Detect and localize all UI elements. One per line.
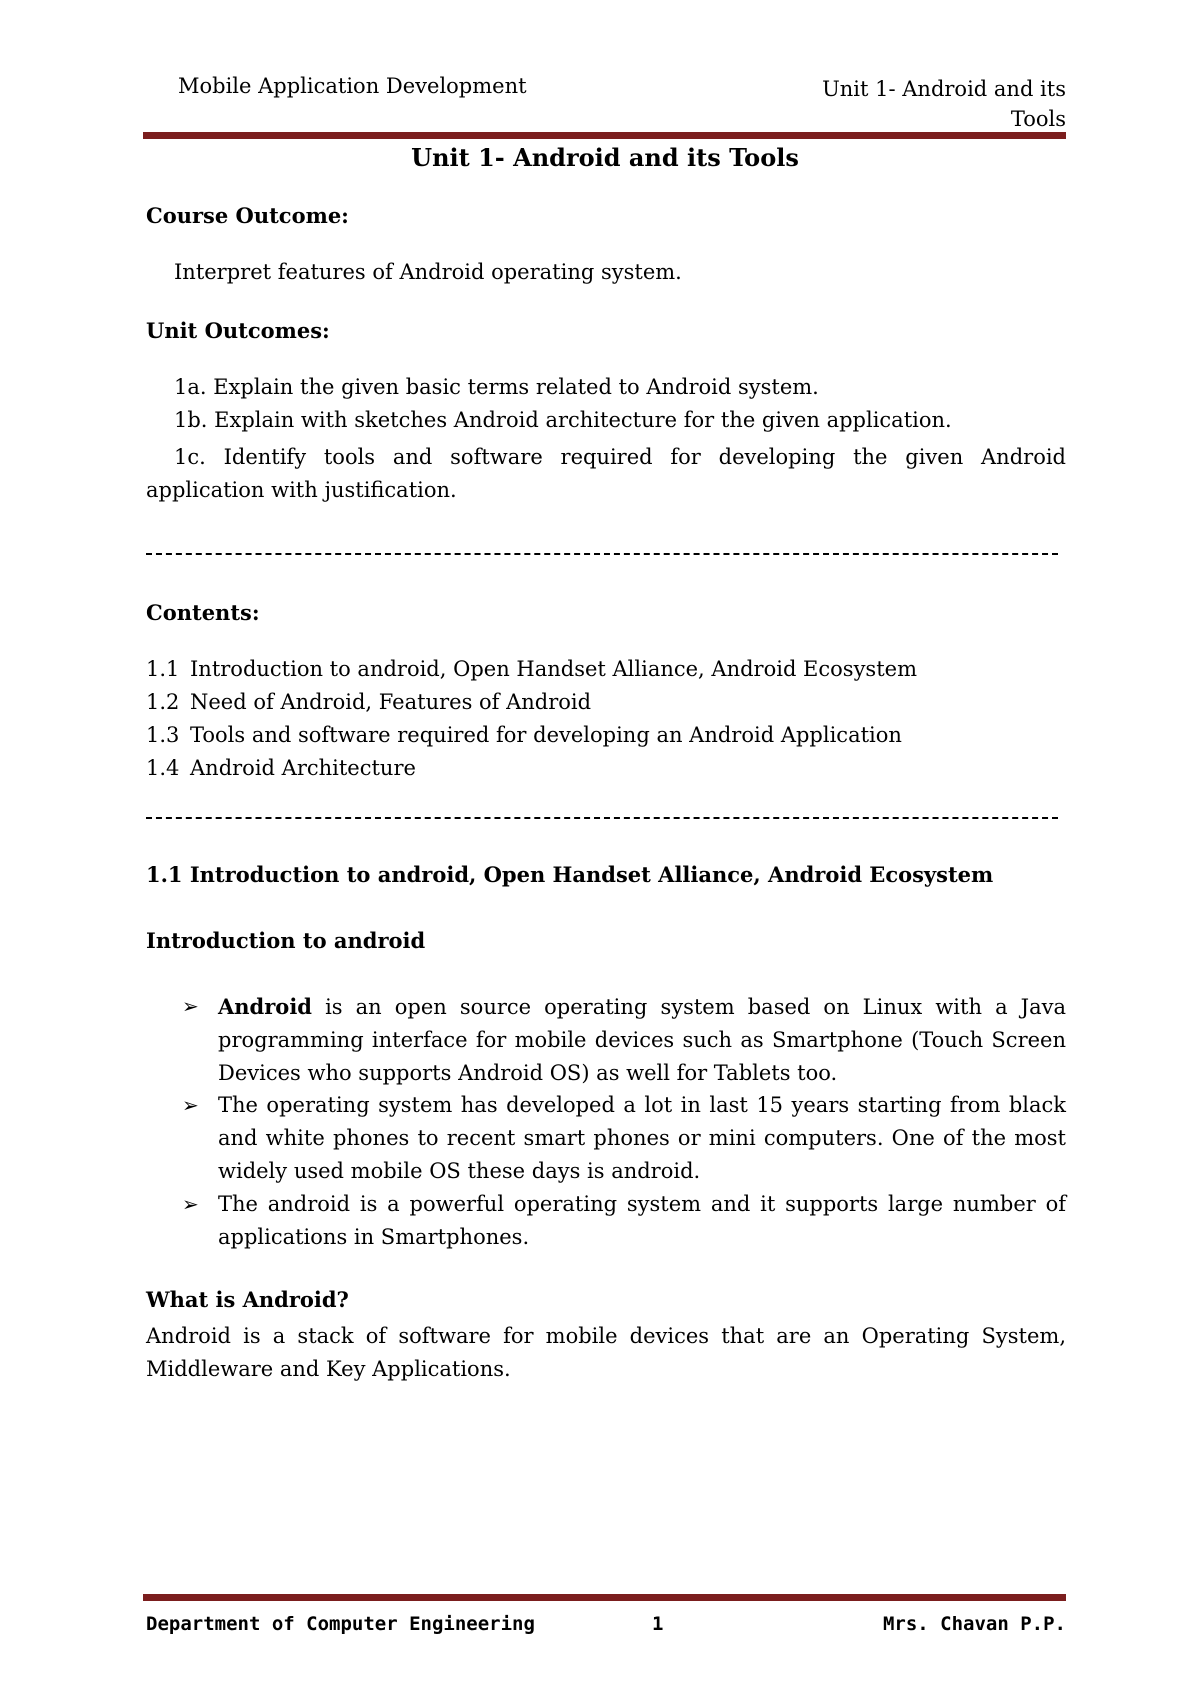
footer-page-number: 1 — [652, 1613, 664, 1635]
unit-outcome-item: 1b. Explain with sketches Android architecture for the given application. — [174, 408, 952, 432]
arrow-bullet-icon: ➢ — [182, 994, 199, 1018]
toc-item — [146, 657, 917, 681]
toc-item — [146, 723, 902, 747]
toc-item-text: Need of Android, Features of Android — [190, 690, 592, 714]
unit-outcomes-heading: Unit Outcomes: — [146, 318, 330, 343]
what-is-android-text: Android is a stack of software for mobile devices that are an Operating System, Middleware and Key Applications. — [146, 1324, 1066, 1381]
section-heading: 1.1 Introduction to android, Open Handset Alliance, Android Ecosystem — [146, 862, 994, 887]
arrow-bullet-icon: ➢ — [182, 1093, 199, 1117]
arrow-bullet-icon: ➢ — [182, 1192, 199, 1216]
unit-outcome-item: 1c. Identify tools and software required for developing the given Android application with justification. — [146, 445, 1066, 502]
bullet-lead-term: Android — [218, 994, 312, 1019]
section-subheading: Introduction to android — [146, 928, 426, 953]
course-outcome-text: Interpret features of Android operating system. — [174, 260, 682, 284]
bullet-text: The android is a powerful operating system and it supports large number of applications in Smartphones. — [218, 1192, 1066, 1249]
toc-item — [146, 690, 591, 714]
unit-outcome-item: 1a. Explain the given basic terms related to Android system. — [174, 375, 819, 399]
toc-item — [146, 756, 416, 780]
footer-author: Mrs. Chavan P.P. — [882, 1613, 1066, 1635]
toc-item-text: Tools and software required for developing an Android Application — [190, 723, 902, 747]
toc-item-number: 1.1 — [146, 657, 180, 681]
header-unit-title — [806, 74, 1066, 134]
bullet-text: is an open source operating system based on Linux with a Java programming interface for mobile devices such as Smartphone (Touch Screen Devices who supports Android OS) as well for Tablets too. — [218, 995, 1066, 1085]
header-rule — [143, 132, 1066, 139]
course-outcome-heading: Course Outcome: — [146, 203, 349, 228]
header-unit-title-line2: Tools — [1010, 107, 1066, 131]
footer-department: Department of Computer Engineering — [146, 1613, 535, 1635]
bullet-item — [182, 1089, 1066, 1188]
toc-item-text: Android Architecture — [190, 756, 416, 780]
bullet-item — [182, 990, 1066, 1090]
toc-item-text: Introduction to android, Open Handset Alliance, Android Ecosystem — [190, 657, 917, 681]
footer-rule — [143, 1594, 1066, 1601]
dashed-separator — [146, 553, 1058, 555]
header-course-title: Mobile Application Development — [178, 74, 527, 98]
header-unit-title-line1: Unit 1- Android and its — [822, 77, 1066, 101]
bullet-item — [182, 1188, 1066, 1254]
contents-heading: Contents: — [146, 600, 260, 625]
what-is-android-heading: What is Android? — [146, 1287, 349, 1312]
toc-item-number: 1.4 — [146, 756, 180, 780]
dashed-separator — [146, 817, 1058, 819]
page-title: Unit 1- Android and its Tools — [411, 143, 799, 172]
toc-item-number: 1.3 — [146, 723, 180, 747]
bullet-text: The operating system has developed a lot in last 15 years starting from black and white phones to recent smart phones or mini computers. One of the most widely used mobile OS these days is android. — [218, 1093, 1066, 1183]
toc-item-number: 1.2 — [146, 690, 180, 714]
